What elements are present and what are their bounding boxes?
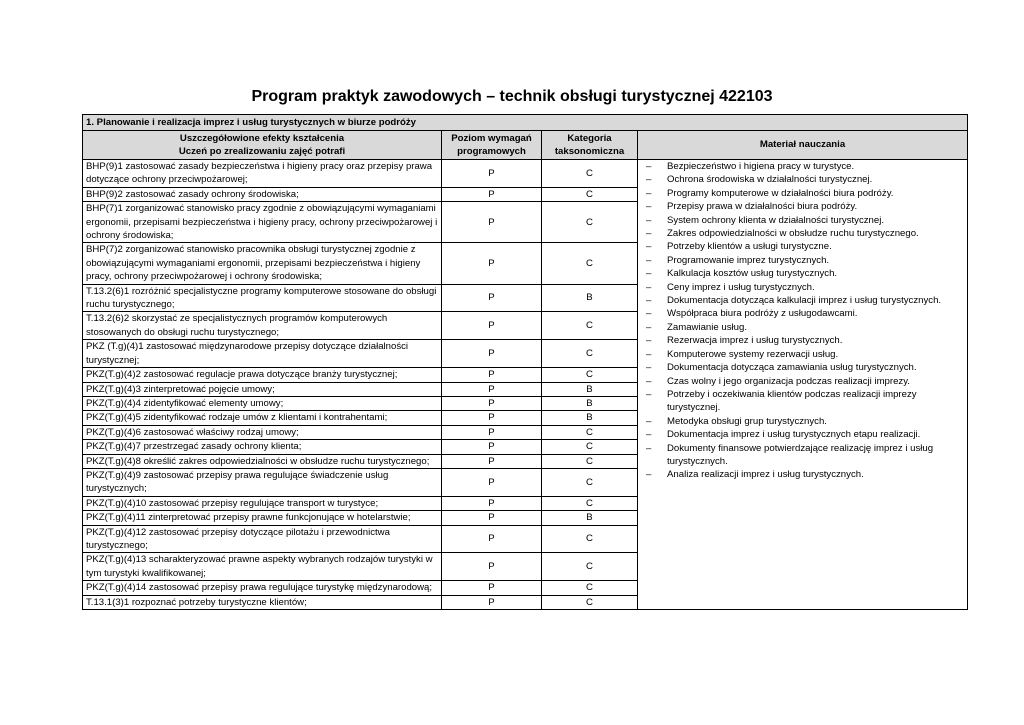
dash-bullet-icon: – [646, 201, 652, 213]
dash-bullet-icon: – [646, 174, 652, 186]
category-cell: C [542, 454, 638, 468]
header-effects-line1: Uszczegółowione efekty kształcenia [179, 132, 345, 144]
effect-cell: T.13.2(6)1 rozróżnić specjalistyczne programy komputerowe stosowane do obsługi ruchu turystycznego; [83, 284, 442, 312]
material-item-text: Ochrona środowiska w działalności turystycznej. [667, 174, 873, 186]
dash-bullet-icon: – [646, 308, 652, 320]
material-item-text: Potrzeby klientów a usługi turystyczne. [667, 241, 832, 253]
header-level [442, 131, 542, 160]
category-cell: C [542, 525, 638, 553]
effect-cell: PKZ(T.g)(4)5 zidentyfikować rodzaje umów z klientami i kontrahentami; [83, 411, 442, 425]
level-cell: P [442, 202, 542, 243]
header-category-line2: taksonomiczna [554, 146, 625, 157]
list-item [638, 281, 964, 294]
dash-bullet-icon: – [646, 228, 652, 240]
category-cell: C [542, 340, 638, 368]
category-cell: C [542, 160, 638, 188]
material-item-text: Dokumenty finansowe potwierdzające realizację imprez i usług turystycznych. [667, 442, 934, 467]
header-material: Materiał nauczania [638, 131, 968, 160]
list-item [638, 227, 964, 240]
category-cell: C [542, 202, 638, 243]
list-item [638, 334, 964, 347]
dash-bullet-icon: – [646, 415, 652, 427]
level-cell: P [442, 368, 542, 382]
effect-cell: PKZ(T.g)(4)12 zastosować przepisy dotyczące pilotażu i przewodnictwa turystycznego; [83, 525, 442, 553]
curriculum-table [82, 114, 968, 610]
effect-cell: PKZ(T.g)(4)3 zinterpretować pojęcie umowy; [83, 382, 442, 396]
material-item-text: Współpraca biura podróży z usługodawcami. [667, 308, 858, 320]
effect-cell: BHP(9)1 zastosować zasady bezpieczeństwa i higieny pracy oraz przepisy prawa dotyczące ochrony przeciwpożarowej; [83, 160, 442, 188]
level-cell: P [442, 187, 542, 201]
effect-cell: PKZ(T.g)(4)2 zastosować regulacje prawa dotyczące branży turystycznej; [83, 368, 442, 382]
dash-bullet-icon: – [646, 268, 652, 280]
header-category [542, 131, 638, 160]
list-item [638, 294, 964, 307]
material-item-text: System ochrony klienta w działalności turystycznej. [667, 214, 885, 226]
effect-cell: PKZ(T.g)(4)13 scharakteryzować prawne aspekty wybranych rodzajów turystyki w tym turystyki kwalifikowanej; [83, 553, 442, 581]
material-item-text: Kalkulacja kosztów usług turystycznych. [667, 268, 838, 280]
effect-cell: PKZ (T.g)(4)1 zastosować międzynarodowe przepisy dotyczące działalności turystycznej; [83, 340, 442, 368]
category-cell: C [542, 553, 638, 581]
section-row [83, 115, 968, 131]
effect-cell: PKZ(T.g)(4)7 przestrzegać zasady ochrony klienta; [83, 440, 442, 454]
effect-cell: PKZ(T.g)(4)14 zastosować przepisy prawa regulujące turystykę międzynarodową; [83, 581, 442, 595]
level-cell: P [442, 382, 542, 396]
effect-cell: PKZ(T.g)(4)4 zidentyfikować elementy umowy; [83, 396, 442, 410]
material-item-text: Dokumentacja imprez i usług turystycznych etapu realizacji. [667, 429, 921, 441]
list-item [638, 267, 964, 280]
page-title: Program praktyk zawodowych – technik obsługi turystycznej 422103 [251, 88, 773, 105]
dash-bullet-icon: – [646, 254, 652, 266]
category-cell: C [542, 595, 638, 609]
category-cell: C [542, 312, 638, 340]
level-cell: P [442, 595, 542, 609]
effect-cell: PKZ(T.g)(4)10 zastosować przepisy regulujące transport w turystyce; [83, 496, 442, 510]
material-item-text: Przepisy prawa w działalności biura podróży. [667, 201, 858, 213]
level-cell: P [442, 454, 542, 468]
category-cell: C [542, 243, 638, 284]
category-cell: B [542, 511, 638, 525]
list-item [638, 468, 964, 481]
effect-cell: BHP(7)2 zorganizować stanowisko pracownika obsługi turystycznej zgodnie z obowiązującymi wymaganiami ergonomii, przepisami bezpieczeństwa i higieny pracy, ochrony przeciwpożarowej i ochrony środowiska; [83, 243, 442, 284]
material-item-text: Programy komputerowe w działalności biura podróży. [667, 187, 894, 199]
level-cell: P [442, 411, 542, 425]
level-cell: P [442, 440, 542, 454]
effect-cell: T.13.2(6)2 skorzystać ze specjalistycznych programów komputerowych stosowanych do obsługi ruchu turystycznego; [83, 312, 442, 340]
category-cell: C [542, 496, 638, 510]
dash-bullet-icon: – [646, 241, 652, 253]
list-item [638, 200, 964, 213]
material-item-text: Metodyka obsługi grup turystycznych. [667, 415, 827, 427]
material-item-text: Zamawianie usług. [667, 321, 747, 333]
effect-cell: PKZ(T.g)(4)9 zastosować przepisy prawa regulujące świadczenie usług turystycznych; [83, 468, 442, 496]
category-cell: C [542, 368, 638, 382]
header-effects-line2: Uczeń po zrealizowaniu zajęć potrafi [178, 146, 346, 157]
list-item [638, 240, 964, 253]
category-cell: B [542, 411, 638, 425]
list-item [638, 321, 964, 334]
level-cell: P [442, 511, 542, 525]
header-effects [83, 131, 442, 160]
category-cell: C [542, 468, 638, 496]
level-cell: P [442, 160, 542, 188]
material-item-text: Dokumentacja dotycząca kalkulacji imprez i usług turystycznych. [667, 295, 942, 307]
header-level-line2: programowych [457, 146, 526, 157]
list-item [638, 415, 964, 428]
dash-bullet-icon: – [646, 335, 652, 347]
header-category-line1: Kategoria [567, 132, 612, 144]
dash-bullet-icon: – [646, 429, 652, 441]
effect-cell: BHP(7)1 zorganizować stanowisko pracy zgodnie z obowiązującymi wymaganiami ergonomii, przepisami bezpieczeństwa i higieny pracy, ochrony przeciwpożarowej i ochrony środowiska; [83, 202, 442, 243]
level-cell: P [442, 340, 542, 368]
category-cell: B [542, 396, 638, 410]
material-item-text: Komputerowe systemy rezerwacji usług. [667, 348, 839, 360]
dash-bullet-icon: – [646, 469, 652, 481]
material-item-text: Ceny imprez i usług turystycznych. [667, 281, 815, 293]
list-item [638, 254, 964, 267]
level-cell: P [442, 243, 542, 284]
category-cell: C [542, 187, 638, 201]
material-item-text: Bezpieczeństwo i higiena pracy w turystyce. [667, 161, 855, 172]
dash-bullet-icon: – [646, 281, 652, 293]
list-item [638, 375, 964, 388]
level-cell: P [442, 396, 542, 410]
level-cell: P [442, 284, 542, 312]
category-cell: C [542, 581, 638, 595]
level-cell: P [442, 525, 542, 553]
dash-bullet-icon: – [646, 388, 652, 400]
material-list [638, 160, 967, 482]
category-cell: B [542, 284, 638, 312]
material-item-text: Zakres odpowiedzialności w obsłudze ruchu turystycznego. [667, 228, 919, 240]
list-item [638, 348, 964, 361]
dash-bullet-icon: – [646, 187, 652, 199]
effect-cell: BHP(9)2 zastosować zasady ochrony środowiska; [83, 187, 442, 201]
list-item [638, 428, 964, 441]
category-cell: C [542, 440, 638, 454]
list-item [638, 214, 964, 227]
header-row [83, 131, 968, 160]
effect-cell: PKZ(T.g)(4)11 zinterpretować przepisy prawne funkcjonujące w hotelarstwie; [83, 511, 442, 525]
dash-bullet-icon: – [646, 375, 652, 387]
level-cell: P [442, 468, 542, 496]
dash-bullet-icon: – [646, 161, 652, 172]
material-cell [638, 160, 968, 610]
list-item [638, 307, 964, 320]
material-item-text: Rezerwacja imprez i usług turystycznych. [667, 335, 843, 347]
dash-bullet-icon: – [646, 321, 652, 333]
dash-bullet-icon: – [646, 348, 652, 360]
header-level-line1: Poziom wymagań [451, 132, 532, 144]
effect-cell: PKZ(T.g)(4)6 zastosować właściwy rodzaj umowy; [83, 425, 442, 439]
dash-bullet-icon: – [646, 362, 652, 374]
material-item-text: Potrzeby i oczekiwania klientów podczas realizacji imprezy turystycznej. [667, 388, 917, 414]
dash-bullet-icon: – [646, 442, 652, 454]
effect-cell: PKZ(T.g)(4)8 określić zakres odpowiedzialności w obsłudze ruchu turystycznego; [83, 454, 442, 468]
material-item-text: Czas wolny i jego organizacja podczas realizacji imprezy. [667, 375, 910, 387]
table-row [83, 160, 968, 188]
material-item-text: Dokumentacja dotycząca zamawiania usług turystycznych. [667, 362, 917, 374]
level-cell: P [442, 425, 542, 439]
list-item [638, 442, 964, 469]
list-item [638, 173, 964, 186]
level-cell: P [442, 496, 542, 510]
level-cell: P [442, 581, 542, 595]
list-item [638, 187, 964, 200]
dash-bullet-icon: – [646, 214, 652, 226]
level-cell: P [442, 312, 542, 340]
category-cell: C [542, 425, 638, 439]
category-cell: B [542, 382, 638, 396]
level-cell: P [442, 553, 542, 581]
material-item-text: Analiza realizacji imprez i usług turystycznych. [667, 469, 864, 481]
list-item [638, 160, 964, 173]
dash-bullet-icon: – [646, 295, 652, 307]
material-item-text: Programowanie imprez turystycznych. [667, 254, 830, 266]
list-item [638, 361, 964, 374]
effect-cell: T.13.1(3)1 rozpoznać potrzeby turystyczne klientów; [83, 595, 442, 609]
list-item [638, 388, 964, 415]
section-title: 1. Planowanie i realizacja imprez i usług turystycznych w biurze podróży [83, 115, 968, 131]
